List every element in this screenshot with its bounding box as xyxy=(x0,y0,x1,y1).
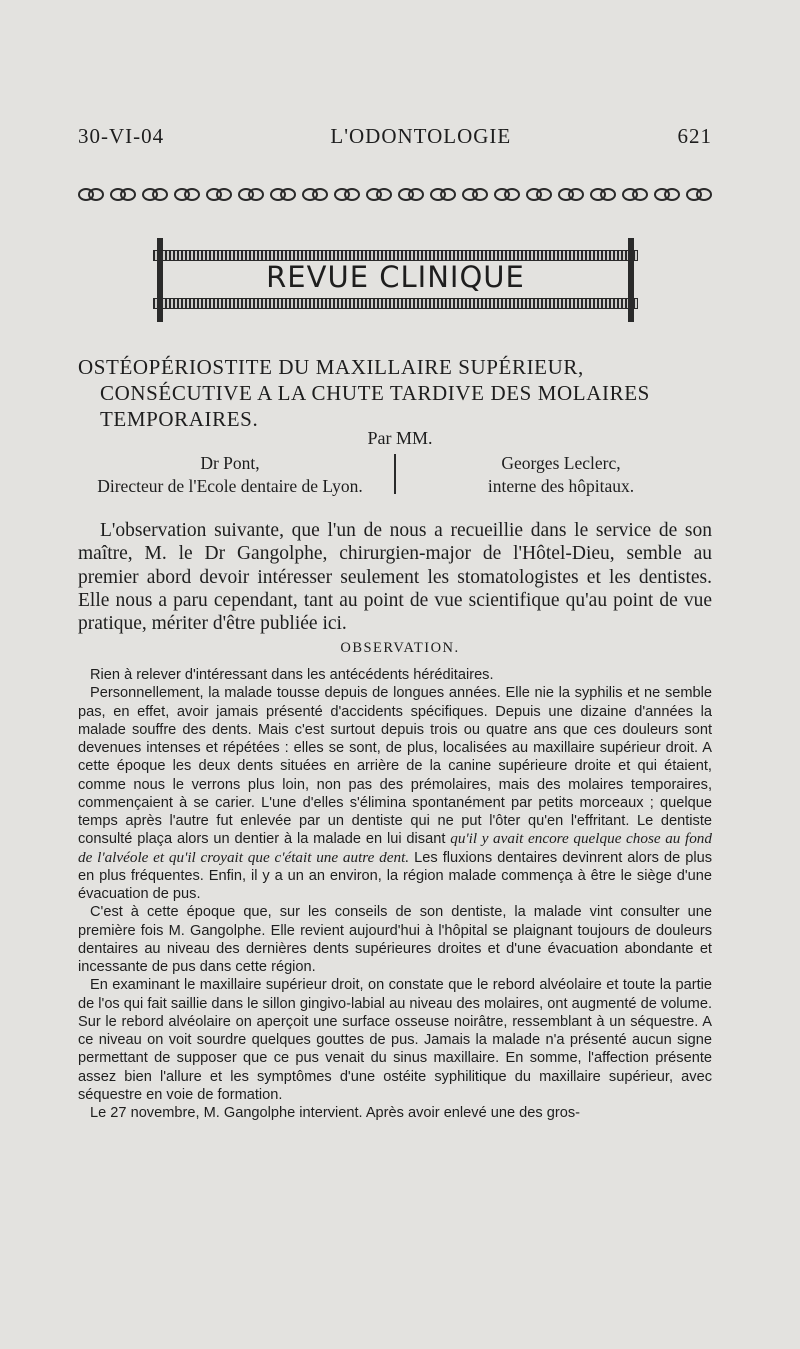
banner-bottom-rule xyxy=(153,298,638,309)
ornament-icon xyxy=(398,186,424,200)
ornament-icon xyxy=(686,186,712,200)
ornament-icon xyxy=(174,186,200,200)
ornament-icon xyxy=(462,186,488,200)
byline: Par MM. xyxy=(367,428,433,448)
section-heading: OBSERVATION. xyxy=(340,640,460,656)
author-1 xyxy=(78,452,382,498)
body-text: Personnellement, la malade tousse depuis de longues années. Elle nie la syphilis et ne semble pas, en effet, avoir jamais présenté d'accidents spécifiques. Depuis une dizaine d'années la malade souffre des dents. Mais c'est surtout depuis trois ou quatre ans que ces douleurs sont devenues intenses et répétées : elles se sont, de plus, localisées au maxillaire supérieur droit. A cette époque les deux dents situées en arrière de la canine supérieure droite et qui étaient, comme nous le verrons plus loin, non pas des prémolaires, mais des molaires temporaires, commençaient à se carier. L'une d'elles s'élimina spontanément par petits morceaux ; quelque temps après l'autre fut enlevée par un dentiste qui ne put l'ôter qu'en l'effritant. Le dentiste consulté plaça alors un dentier à la malade en lui disant xyxy=(78,685,712,848)
decorative-border xyxy=(78,182,712,204)
author-2 xyxy=(410,452,712,498)
journal-name: L'ODONTOLOGIE xyxy=(330,124,512,148)
body-text: Les fluxions dentaires devinrent alors de plus en plus fréquentes. Enfin, il y a un an environ, la région malade commença à être le siège d'une évacuation de pus. xyxy=(78,849,712,902)
ornament-icon xyxy=(206,186,232,200)
author-name: Georges Leclerc, xyxy=(501,453,621,473)
section-banner xyxy=(143,236,648,326)
ornament-icon xyxy=(430,186,456,200)
issue-date: 30-VI-04 xyxy=(78,124,165,148)
running-header xyxy=(78,124,712,149)
author-affiliation: interne des hôpitaux. xyxy=(487,476,635,496)
ornament-icon xyxy=(558,186,584,200)
author-name: Dr Pont, xyxy=(200,453,260,473)
ornament-icon xyxy=(78,186,104,200)
ornament-icon xyxy=(270,186,296,200)
ornament-icon xyxy=(110,186,136,200)
body-paragraph: Le 27 novembre, M. Gangolphe intervient. Après avoir enlevé une des gros- xyxy=(90,1105,580,1121)
body-paragraph: C'est à cette époque que, sur les conseils de son dentiste, la malade vint consulter une première fois M. Gangolphe. Elle revient aujourd'hui à l'hôpital se plaignant toujours de douleurs dentaires au niveau des dernières dents supérieures droites et d'une évacuation abondante et incessante de pus dans cette région. xyxy=(78,904,712,975)
intro-paragraph: L'observation suivante, que l'un de nous a recueillie dans le service de son maître, M. le Dr Gangolphe, chirurgien-major de l'Hôtel-Dieu, semble au premier abord devoir intéresser seulement les stomatologistes et les dentistes. Elle nous a paru cependant, tant au point de vue scientifique qu'au point de vue pratique, mériter d'être publiée ici. xyxy=(78,520,712,635)
ornament-icon xyxy=(238,186,264,200)
banner-title: REVUE CLINIQUE xyxy=(266,260,525,294)
ornament-icon xyxy=(334,186,360,200)
body-paragraph: Rien à relever d'intéressant dans les antécédents héréditaires. xyxy=(90,667,494,683)
article-title: OSTÉOPÉRIOSTITE DU MAXILLAIRE SUPÉRIEUR, CONSÉCUTIVE A LA CHUTE TARDIVE DES MOLAIRES TEMPORAIRES. xyxy=(78,355,650,431)
ornament-icon xyxy=(654,186,680,200)
ornament-icon xyxy=(590,186,616,200)
author-block xyxy=(78,452,712,500)
author-divider xyxy=(394,454,396,494)
ornament-icon xyxy=(494,186,520,200)
ornament-icon xyxy=(366,186,392,200)
body-paragraph xyxy=(78,684,712,903)
ornament-icon xyxy=(142,186,168,200)
article-body xyxy=(78,666,712,1122)
author-affiliation: Directeur de l'Ecole dentaire de Lyon. xyxy=(97,476,363,496)
ornament-icon xyxy=(622,186,648,200)
page-number: 621 xyxy=(677,124,712,148)
quoted-text: qu'il y avait encore quelque chose au fond de l'alvéole et qu'il croyait que c'était une autre dent. xyxy=(78,830,712,866)
ornament-icon xyxy=(526,186,552,200)
body-paragraph: En examinant le maxillaire supérieur droit, on constate que le rebord alvéolaire et toute la partie de l'os qui fait saillie dans le sillon gingivo-labial au niveau des molaires, ont augmenté de volume. Sur le rebord alvéolaire on aperçoit une surface osseuse noirâtre, ressemblant à un séquestre. A ce niveau on voit sourdre quelques gouttes de pus. Jamais la malade n'a présenté aucun signe permettant de supposer que ce pus venait du sinus maxillaire. En somme, l'affection présente assez bien l'allure et les symptômes d'une ostéite syphilitique du maxillaire supérieur, avec séquestre en voie de formation. xyxy=(78,977,712,1103)
ornament-icon xyxy=(302,186,328,200)
